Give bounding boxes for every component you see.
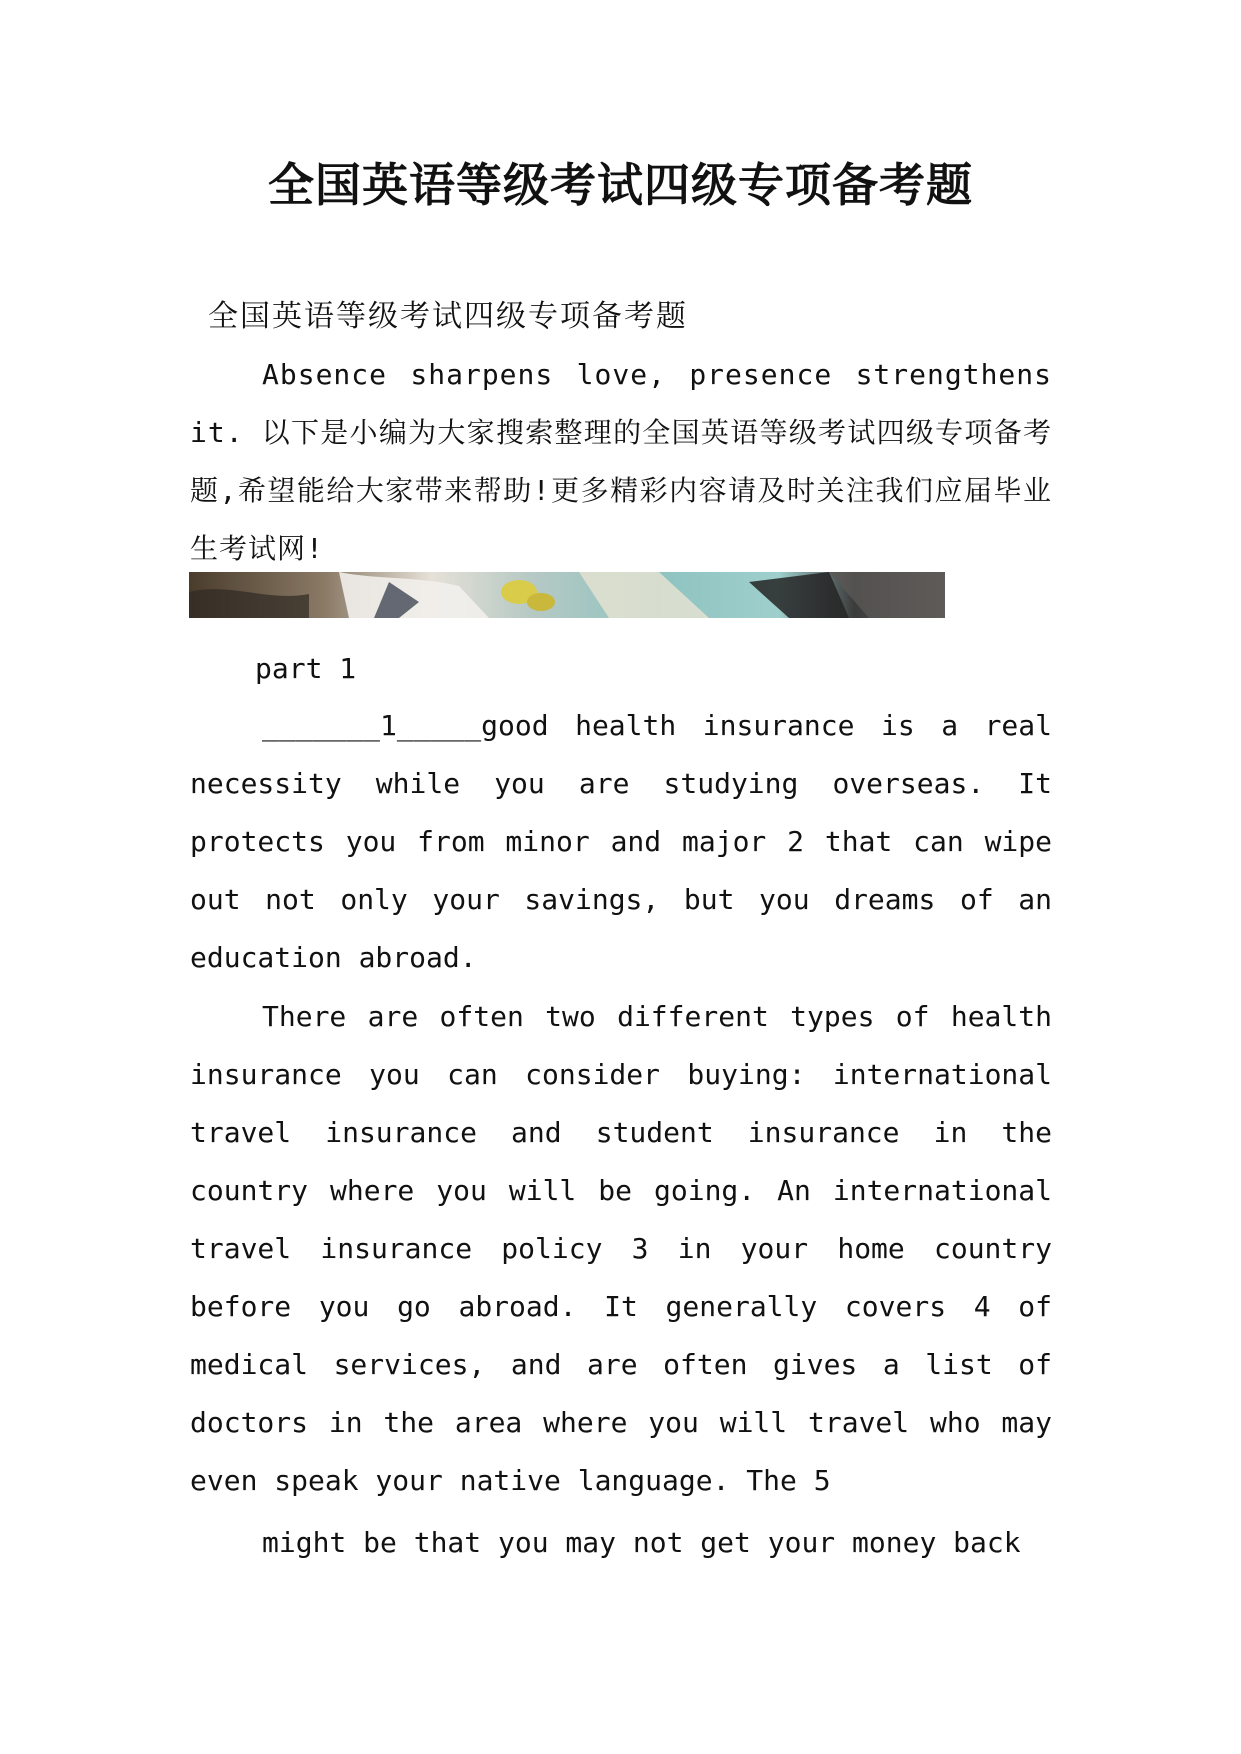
intro-paragraph: Absence sharpens love, presence strengthens it. 以下是小编为大家搜索整理的全国英语等级考试四级专项备考题,希望能给大家带来帮助!更多精彩内容请及时关注我们应届毕业生考试网!	[190, 358, 1052, 565]
document-subtitle: 全国英语等级考试四级专项备考题	[208, 299, 688, 334]
paragraph-1: _______1_____good health insurance is a real necessity while you are studying overseas. It protects you from minor and major 2 that can wipe out not only your savings, but you dreams of an education abroad.	[190, 709, 1052, 974]
document-title: 全国英语等级考试四级专项备考题	[268, 158, 973, 212]
paragraph-3: might be that you may not get your money back	[262, 1526, 1021, 1559]
photo-strip-image	[189, 572, 945, 618]
part-label: part 1	[255, 652, 357, 685]
paragraph-2: There are often two different types of health insurance you can consider buying: international travel insurance and student insurance in the country where you will be going. An international travel insurance policy 3 in your home country before you go abroad. It generally covers 4 of medical services, and are often gives a list of doctors in the area where you will travel who may even speak your native language. The 5	[190, 1000, 1052, 1497]
